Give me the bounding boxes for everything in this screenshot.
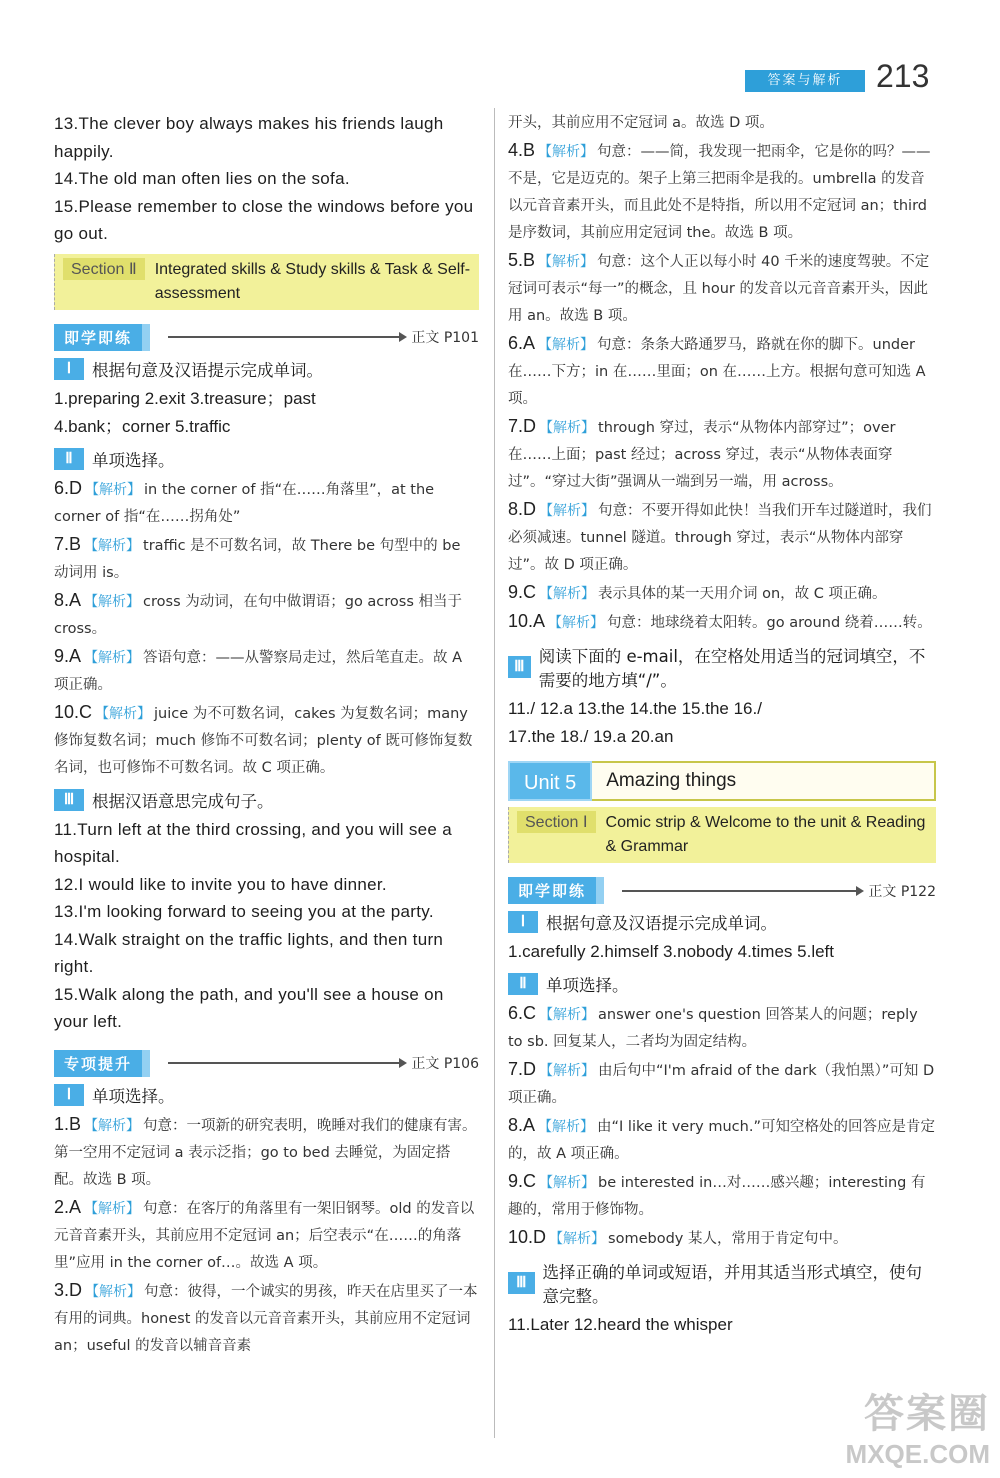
analysis-text: traffic 是不可数名词，故 There be 句型中的 be 动词用 is。 xyxy=(54,537,461,581)
question-title: 根据句意及汉语提示完成单词。 xyxy=(92,360,323,380)
analysis-text: 答语句意：——从警察局走过，然后笔直走。故 A 项正确。 xyxy=(54,649,463,693)
section-label: Section Ⅱ xyxy=(63,258,145,280)
arrow-icon xyxy=(168,1062,405,1064)
item-number: 8.A xyxy=(54,589,82,610)
section-title: Comic strip & Welcome to the unit & Reading & Grammar xyxy=(605,814,926,855)
ribbon-label: 即学即练 xyxy=(508,877,604,904)
answer-item xyxy=(508,330,936,413)
analysis-text: 表示具体的某一天用介词 on，故 C 项正确。 xyxy=(598,586,887,602)
continued-text: 开头，其前应用不定冠词 a。故选 D 项。 xyxy=(508,115,774,131)
answer-line: 11./ 12.a 13.the 14.the 15.the 16./ xyxy=(508,699,762,718)
unit-title: Amazing things xyxy=(592,761,936,801)
item-number: 7.D xyxy=(508,1059,537,1079)
item-number: 9.C xyxy=(508,1171,537,1191)
question-header xyxy=(54,357,479,381)
sentence-14b: 14.Walk straight on the traffic lights, and then turn right. xyxy=(54,929,444,976)
item-number: 10.D xyxy=(508,1227,547,1247)
answer-item xyxy=(508,247,936,330)
analysis-label: 【解析】 xyxy=(539,420,596,436)
analysis-text: 由后句中“I'm afraid of the dark（我怕黑）”可知 D 项正确。 xyxy=(508,1063,935,1106)
roman-numeral: Ⅰ xyxy=(54,358,84,380)
question-header xyxy=(54,788,479,812)
special-ribbon xyxy=(54,1050,479,1077)
analysis-text: 句意：这个人正以每小时 40 千米的速度驾驶。不定冠词可表示“每一”的概念，且 hour 的发音以元音音素开头，因此用 an。故选 B 项。 xyxy=(508,254,930,324)
analysis-text: in the corner of 指“在……角落里”，at the corner of 指“在……拐角处” xyxy=(54,481,435,525)
item-number: 8.A xyxy=(508,1115,536,1135)
answer-line: 11.Later 12.heard the whisper xyxy=(508,1315,733,1334)
arrow-icon xyxy=(622,890,862,892)
section-label: Section Ⅰ xyxy=(517,811,596,833)
answer-item xyxy=(508,413,936,496)
roman-numeral: Ⅱ xyxy=(54,448,84,470)
analysis-label: 【解析】 xyxy=(538,144,595,160)
item-number: 6.D xyxy=(54,477,83,498)
analysis-text: cross 为动词，在句中做谓语；go across 相当于 cross。 xyxy=(54,593,463,637)
sentence-15: 15.Please remember to close the windows before you go out. xyxy=(54,196,474,243)
watermark-text: 答案圈 xyxy=(864,1392,990,1436)
left-column xyxy=(54,110,479,1360)
section-2-banner xyxy=(54,254,479,310)
item-number: 6.A xyxy=(508,333,536,353)
item-number: 10.A xyxy=(508,611,546,631)
item-number: 8.D xyxy=(508,499,537,519)
analysis-label: 【解析】 xyxy=(539,1007,596,1023)
ribbon-label: 即学即练 xyxy=(54,324,150,351)
answer-item xyxy=(508,1112,936,1168)
page-number: 213 xyxy=(876,58,930,94)
analysis-label: 【解析】 xyxy=(539,1063,596,1079)
answer-line: 1.preparing 2.exit 3.treasure；past xyxy=(54,388,316,408)
analysis-label: 【解析】 xyxy=(539,503,596,519)
unit-banner xyxy=(508,761,936,801)
answer-item xyxy=(508,496,936,579)
question-title: 根据句意及汉语提示完成单词。 xyxy=(546,914,777,933)
analysis-label: 【解析】 xyxy=(84,1117,141,1134)
answer-item xyxy=(508,579,936,608)
analysis-text: 句意：一项新的研究表明，晚睡对我们的健康有害。第一空用不定冠词 a 表示泛指；go to bed 去睡觉，为固定搭配。故选 B 项。 xyxy=(54,1117,477,1188)
item-number: 2.A xyxy=(54,1196,82,1217)
page-reference: 正文 P101 xyxy=(411,330,479,346)
analysis-text: through 穿过，表示“从物体内部穿过”；over 在……上面；past 经过；across 穿过，表示“从物体表面穿过”。“穿过大街”强调从一端到另一端，用 across。 xyxy=(508,420,896,490)
analysis-label: 【解析】 xyxy=(538,1119,595,1135)
answer-item xyxy=(54,1194,479,1277)
section-title: Integrated skills & Study skills & Task & Self-assessment xyxy=(154,260,471,302)
roman-numeral: Ⅲ xyxy=(54,789,84,811)
column-divider xyxy=(494,108,495,1438)
answer-item xyxy=(54,587,479,643)
analysis-label: 【解析】 xyxy=(95,705,152,722)
item-number: 9.A xyxy=(54,645,82,666)
answer-item xyxy=(54,531,479,587)
item-number: 5.B xyxy=(508,250,536,270)
answer-item xyxy=(508,1056,936,1112)
analysis-text: 句意：彼得，一个诚实的男孩，昨天在店里买了一本有用的词典。honest 的发音以元音音素开头，其前应用不定冠词 an；useful 的发音以辅音音素 xyxy=(54,1283,478,1354)
answer-item xyxy=(54,1111,479,1194)
page-reference: 正文 P106 xyxy=(411,1056,479,1072)
roman-numeral: Ⅰ xyxy=(54,1084,84,1106)
analysis-label: 【解析】 xyxy=(84,537,141,554)
practice-ribbon xyxy=(508,877,936,904)
analysis-label: 【解析】 xyxy=(539,586,596,602)
answer-item xyxy=(54,1277,479,1360)
item-number: 9.C xyxy=(508,582,537,602)
analysis-text: 句意：在客厅的角落里有一架旧钢琴。old 的发音以元音音素开头，其前应用不定冠词 an；后空表示“在……的角落里”应用 in the corner of…。故选 A 项。 xyxy=(54,1200,475,1271)
sentence-13b: 13.I'm looking forward to seeing you at the party. xyxy=(54,902,434,921)
item-number: 10.C xyxy=(54,701,93,722)
answer-item xyxy=(54,643,479,699)
analysis-text: 由“I like it very much.”可知空格处的回答应是肯定的，故 A 项正确。 xyxy=(508,1119,935,1162)
ribbon-label: 专项提升 xyxy=(54,1050,150,1077)
question-header xyxy=(54,447,479,471)
answer-item xyxy=(508,1000,936,1056)
analysis-label: 【解析】 xyxy=(538,254,595,270)
answer-item xyxy=(508,608,936,637)
practice-ribbon xyxy=(54,324,479,351)
page-reference: 正文 P122 xyxy=(868,883,936,900)
analysis-text: answer one's question 回答某人的问题；reply to sb. 回复某人，二者均为固定结构。 xyxy=(508,1007,918,1050)
watermark-logo xyxy=(846,1382,990,1470)
item-number: 3.D xyxy=(54,1279,83,1300)
analysis-label: 【解析】 xyxy=(548,615,605,631)
roman-numeral: Ⅰ xyxy=(508,911,538,933)
analysis-label: 【解析】 xyxy=(538,337,595,353)
question-header xyxy=(508,643,936,691)
item-number: 7.B xyxy=(54,533,82,554)
section-1-banner xyxy=(508,807,936,863)
analysis-label: 【解析】 xyxy=(85,1283,142,1300)
item-number: 7.D xyxy=(508,416,537,436)
question-title: 单项选择。 xyxy=(546,976,629,995)
sentence-12: 12.I would like to invite you to have dinner. xyxy=(54,874,387,894)
analysis-label: 【解析】 xyxy=(84,593,141,610)
question-title: 选择正确的单词或短语，并用其适当形式填空，使句意完整。 xyxy=(542,1263,922,1306)
sentence-14: 14.The old man often lies on the sofa. xyxy=(54,169,350,188)
question-header xyxy=(54,1083,479,1107)
answer-section-tag: 答案与解析 xyxy=(745,70,865,92)
answer-line: 17.the 18./ 19.a 20.an xyxy=(508,727,674,746)
answer-line: 4.bank；corner 5.traffic xyxy=(54,416,231,436)
analysis-label: 【解析】 xyxy=(85,481,142,498)
question-title: 根据汉语意思完成句子。 xyxy=(92,791,274,811)
analysis-label: 【解析】 xyxy=(539,1175,596,1191)
sentence-11: 11.Turn left at the third crossing, and you will see a hospital. xyxy=(54,819,452,866)
analysis-text: 句意：条条大路通罗马，路就在你的脚下。under 在……下方；in 在……里面；on 在……上方。根据句意可知选 A 项。 xyxy=(508,337,926,407)
roman-numeral: Ⅲ xyxy=(508,656,531,678)
question-header xyxy=(508,910,936,934)
answer-item xyxy=(508,137,936,247)
answer-item xyxy=(508,1224,936,1253)
item-number: 4.B xyxy=(508,140,536,160)
analysis-text: be interested in…对……感兴趣；interesting 有趣的，常用于修饰物。 xyxy=(508,1175,926,1218)
question-title: 单项选择。 xyxy=(92,450,175,470)
analysis-text: 句意：地球绕着太阳转。go around 绕着……转。 xyxy=(607,615,932,631)
sentence-15b: 15.Walk along the path, and you'll see a house on your left. xyxy=(54,984,444,1031)
roman-numeral: Ⅲ xyxy=(508,1272,535,1294)
question-title: 阅读下面的 e-mail，在空格处用适当的冠词填空，不需要的地方填“/”。 xyxy=(538,647,926,690)
watermark-url: MXQE.COM xyxy=(845,1439,990,1469)
answer-item xyxy=(508,1168,936,1224)
analysis-text: somebody 某人，常用于肯定句中。 xyxy=(608,1231,848,1247)
roman-numeral: Ⅱ xyxy=(508,973,538,995)
answer-item xyxy=(54,699,479,782)
answer-line: 1.carefully 2.himself 3.nobody 4.times 5.left xyxy=(508,942,834,961)
right-column xyxy=(508,110,936,1339)
question-title: 单项选择。 xyxy=(92,1086,175,1106)
item-number: 6.C xyxy=(508,1003,537,1023)
analysis-text: 句意：不要开得如此快！当我们开车过隧道时，我们必须减速。tunnel 隧道。through 穿过，表示“从物体内部穿过”。故 D 项正确。 xyxy=(508,503,932,573)
sentence-13: 13.The clever boy always makes his friends laugh happily. xyxy=(54,114,444,161)
question-header xyxy=(508,1259,936,1307)
analysis-label: 【解析】 xyxy=(84,1200,141,1217)
question-header xyxy=(508,972,936,996)
analysis-label: 【解析】 xyxy=(84,649,141,666)
analysis-text: 句意：——简，我发现一把雨伞，它是你的吗？——不是，它是迈克的。架子上第三把雨伞是我的。umbrella 的发音以元音音素开头，而且此处不是特指，所以用不定冠词 an；third 是序数词，其前应用定冠词 the。故选 B 项。 xyxy=(508,144,931,241)
analysis-label: 【解析】 xyxy=(549,1231,606,1247)
item-number: 1.B xyxy=(54,1113,82,1134)
analysis-text: juice 为不可数名词，cakes 为复数名词；many 修饰复数名词；much 修饰不可数名词；plenty of 既可修饰复数名词，也可修饰不可数名词。故 C 项正确。 xyxy=(54,705,473,776)
arrow-icon xyxy=(168,336,405,338)
answer-item xyxy=(54,475,479,531)
unit-label: Unit 5 xyxy=(508,761,592,801)
